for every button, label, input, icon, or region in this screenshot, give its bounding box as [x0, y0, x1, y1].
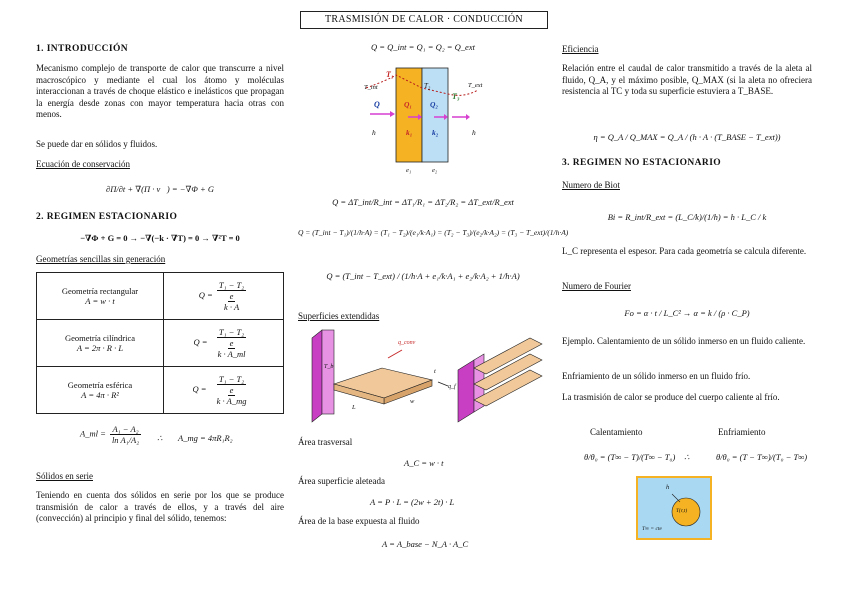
conservation-equation: ∂Π/∂t + ∇(Π · v⃗) = −∇Φ + G [106, 184, 214, 194]
aml-label: A_ml = [80, 428, 106, 439]
resistance-equation-3: Q = (T_int − T_ext) / (1/h·A + e₁/k·A₁ + e₂/k·A₂ + 1/h·A) [326, 271, 520, 281]
e2-label: e₂ [432, 167, 438, 174]
heating-equation: θ/θ₀ = (T∞ − T)/(T∞ − T₀) [584, 452, 676, 462]
amg-separator: ∴ [157, 433, 163, 443]
q-label-diagram: Q [374, 100, 380, 109]
intro-text: Mecanismo complejo de transporte de calor que transcurre a nivel macroscópico y mediante el cual los átomo y moléculas interaccionan a través de choque elástico e inelásticos que propagan la energía desde zonas con mayor temperatura hacia otras con menos. [36, 63, 284, 119]
steady-heading: 2. REGIMEN ESTACIONARIO [36, 212, 178, 222]
example-text: Ejemplo. Calentamiento de un sólido inmerso en un fluido caliente. [562, 336, 806, 346]
q-label: Q = [198, 289, 213, 300]
q1-label: Q₁ [404, 100, 413, 109]
geometries-table [36, 272, 284, 414]
fraction-denominator: k · A_mg [216, 396, 247, 406]
aml-numerator: A₁ − A₂ [112, 424, 139, 434]
geometry-area: A = 2π · R · L [76, 343, 124, 353]
series-heading: Sólidos en serie [36, 471, 93, 481]
equation-separator: ∴ [684, 452, 690, 462]
fin-surface-label: Área superficie aleteada [298, 476, 385, 486]
cooling-label: Enfriamiento [718, 427, 766, 437]
h-right-label: h [472, 128, 476, 137]
q-chain-equation: Q = Q_int = Q₁ = Q₂ = Q_ext [371, 42, 475, 52]
cooling-example-text: Enfriamiento de un sólido inmerso en un fluido frío. [562, 371, 751, 381]
fins-diagram [298, 324, 546, 426]
aml-equation [80, 424, 143, 445]
t2-label: T₂ [424, 82, 431, 90]
k1-label: k₁ [406, 128, 413, 137]
aml-denominator: ln A₁/A₂ [111, 435, 140, 445]
h-left-label: h [372, 128, 376, 137]
biot-heading: Numero de Biot [562, 180, 620, 190]
fin-array-wall-side [458, 360, 474, 422]
page-title: TRASMISIÓN DE CALOR · CONDUCCIÓN [300, 11, 548, 29]
qconv-arrow [388, 350, 402, 358]
fin-base-wall-side [312, 330, 322, 422]
fraction-denominator: k · A_ml [217, 349, 246, 359]
immersed-sphere-diagram [636, 476, 712, 540]
resistance-equation-1: Q = ΔT_int/R_int = ΔT₁/R₁ = ΔT₂/R₂ = ΔT_ext/R_ext [332, 197, 514, 207]
amg-equation: A_mg = 4πR₁R₂ [178, 433, 233, 443]
fins-heading: Superficies extendidas [298, 311, 380, 321]
fin-qconv-label: q_conv [398, 340, 416, 346]
biot-equation: Bi = R_int/R_ext = (L_C/k)/(1/h) = h · L_C / k [607, 212, 767, 222]
geometry-row-cylindrical [37, 320, 284, 367]
t-int-label: T_int [364, 84, 378, 91]
sphere-h-label: h [666, 484, 670, 491]
cross-area-equation: A_C = w · t [404, 458, 444, 468]
wall-diagram [356, 60, 486, 182]
fourier-heading: Numero de Fourier [562, 281, 631, 291]
k2-label: k₂ [432, 128, 439, 137]
geometry-area: A = 4π · R² [81, 390, 119, 400]
q-label: Q = [192, 383, 207, 394]
heat-arrow-right-head [466, 114, 470, 120]
q-label: Q = [193, 336, 208, 347]
heat-arrow-left-head [390, 111, 395, 117]
efficiency-equation: η = Q_A / Q_MAX = Q_A / (h · A · (T_BASE − T_ext)) [593, 132, 781, 142]
simple-geometries-heading: Geometrías sencillas sin generación [36, 254, 166, 264]
cross-area-label: Área trasversal [298, 437, 353, 447]
fraction-numerator: e [229, 291, 234, 301]
geometry-name: Geometría cilíndrica [64, 333, 136, 343]
fin-surface-equation: A = P · L = (2w + 2t) · L [370, 497, 455, 507]
transfer-text: La trasmisión de calor se produce del cuerpo caliente al frío. [562, 392, 780, 402]
q2-label: Q₂ [430, 100, 439, 109]
fins-diagram-svg [298, 324, 546, 426]
fin-base-wall-front [322, 330, 334, 414]
fraction-numerator: T₁ − T₂ [218, 327, 245, 337]
e1-label: e₁ [406, 167, 412, 174]
efficiency-text: Relación entre el caudal de calor transmitido a través de la aleta al fluido, Q_A, y el máximo posible, Q_MAX (si la aleta no ofreciera resistencia al TC y toda su superficie estuviera a T_BASE. [562, 63, 812, 96]
efficiency-heading: Eficiencia [562, 44, 599, 54]
intro-heading: 1. INTRODUCCIÓN [36, 44, 129, 54]
base-area-label: Área de la base expuesta al fluido [298, 516, 420, 526]
t1-label: T₁ [386, 70, 394, 79]
fin-tb-label: T_b [324, 364, 334, 370]
fin-w-label: w [410, 398, 415, 405]
wall-diagram-svg [356, 60, 486, 182]
geometry-row-rectangular [37, 273, 284, 320]
series-text: Teniendo en cuenta dos sólidos en serie por los que se produce transmisión de calor a través de ellos, y a través del aire (convección) al principio y final del sólido, tenemos: [36, 490, 284, 523]
fin-t-label: t [434, 368, 436, 375]
resistance-equation-2: Q = (T_int − T₁)/(1/h·A) = (T₁ − T₂)/(e₁/k·A₁) = (T₂ − T₃)/(e₂/k·A₂) = (T₃ − T_ext)/(1/h·A) [298, 228, 569, 237]
sphere-t-label: T(r,t) [676, 508, 688, 514]
geometry-name: Geometría esférica [67, 380, 133, 390]
biot-text: L_C representa el espesor. Para cada geometría se calcula diferente. [562, 246, 807, 256]
fin-l-label: L [352, 404, 356, 411]
sphere-tinf-label: T∞ = cte [642, 526, 662, 532]
fraction-numerator: e [229, 338, 234, 348]
t-ext-label: T_ext [468, 82, 483, 89]
fraction-numerator: T₁ − T₂ [218, 374, 245, 384]
cooling-equation: θ/θ₀ = (T − T∞)/(T₀ − T∞) [716, 452, 808, 462]
base-area-equation: A = A_base − N_A · A_C [382, 539, 469, 549]
geometry-row-spherical [37, 367, 284, 414]
fourier-equation: Fo = α · t / L_C² → α = k / (ρ · C_P) [624, 308, 750, 318]
intro-text-2: Se puede dar en sólidos y fluidos. [36, 139, 158, 149]
t3-label: T₃ [452, 92, 460, 101]
conservation-heading: Ecuación de conservación [36, 159, 130, 169]
heating-label: Calentamiento [590, 427, 643, 437]
qf-arrow [438, 382, 448, 386]
unsteady-heading: 3. REGIMEN NO ESTACIONARIO [562, 158, 722, 168]
fraction-denominator: k · A [223, 302, 240, 312]
geometry-name: Geometría rectangular [61, 286, 139, 296]
steady-equation: −∇Φ + G = 0 → −∇(−k · ∇T) = 0 → ∇²T = 0 [80, 233, 240, 243]
fin-qf-label: q_f [448, 384, 456, 390]
fraction-numerator: T₁ − T₂ [218, 280, 245, 290]
geometry-area: A = w · t [85, 296, 115, 306]
fraction-numerator: e [229, 385, 234, 395]
